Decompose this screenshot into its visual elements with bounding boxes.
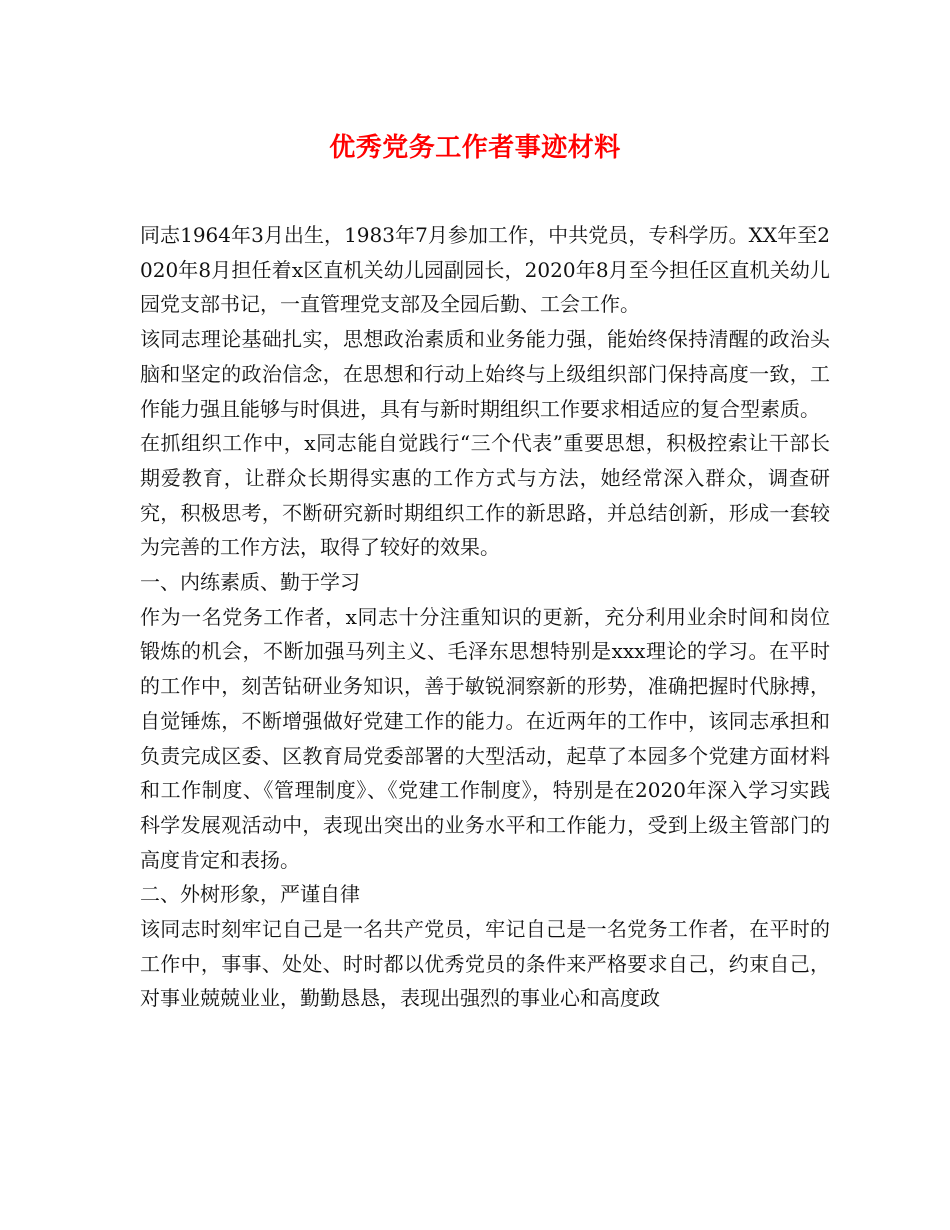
paragraph-discipline: 该同志时刻牢记自己是一名共产党员，牢记自己是一名党务工作者，在平时的工作中，事事、处处、时时都以优秀党员的条件来严格要求自己，约束自己，对事业兢兢业业，勤勤恳恳，表现出强烈的事业心和高度政 <box>140 917 830 1011</box>
document-body <box>140 218 830 1016</box>
paragraph-study: 作为一名党务工作者，x同志十分注重知识的更新，充分利用业余时间和岗位锻炼的机会，不断加强马列主义、毛泽东思想特别是xxx理论的学习。在平时的工作中，刻苦钻研业务知识，善于敏锐洞察新的形势，准确把握时代脉搏，自觉锤炼，不断增强做好党建工作的能力。在近两年的工作中，该同志承担和负责完成区委、区教育局党委部署的大型活动，起草了本园多个党建方面材料和工作制度、《管理制度》、《党建工作制度》，特别是在2020年深入学习实践科学发展观活动中，表现出突出的业务水平和工作能力，受到上级主管部门的高度肯定和表扬。 <box>140 604 830 872</box>
section-heading-2: 二、外树形象，严谨自律 <box>140 882 360 907</box>
document-title: 优秀党务工作者事迹材料 <box>329 133 621 163</box>
paragraph-organization: 在抓组织工作中，x同志能自觉践行“三个代表”重要思想，积极控索让干部长期爱教育，让群众长期得实惠的工作方式与方法，她经常深入群众，调查研究，积极思考，不断研究新时期组织工作的新思路，并总结创新，形成一套较为完善的工作方法，取得了较好的效果。 <box>140 431 830 560</box>
paragraph-theory: 该同志理论基础扎实，思想政治素质和业务能力强，能始终保持清醒的政治头脑和坚定的政治信念，在思想和行动上始终与上级组织部门保持高度一致，工作能力强且能够与时俱进，具有与新时期组织工作要求相适应的复合型素质。 <box>140 327 830 421</box>
paragraph-intro: 同志1964年3月出生，1983年7月参加工作，中共党员，专科学历。XX年至2020年8月担任着x区直机关幼儿园副园长，2020年8月至今担任区直机关幼儿园党支部书记，一直管理党支部及全园后勤、工会工作。 <box>140 223 830 317</box>
section-heading-1: 一、内练素质、勤于学习 <box>140 570 360 595</box>
